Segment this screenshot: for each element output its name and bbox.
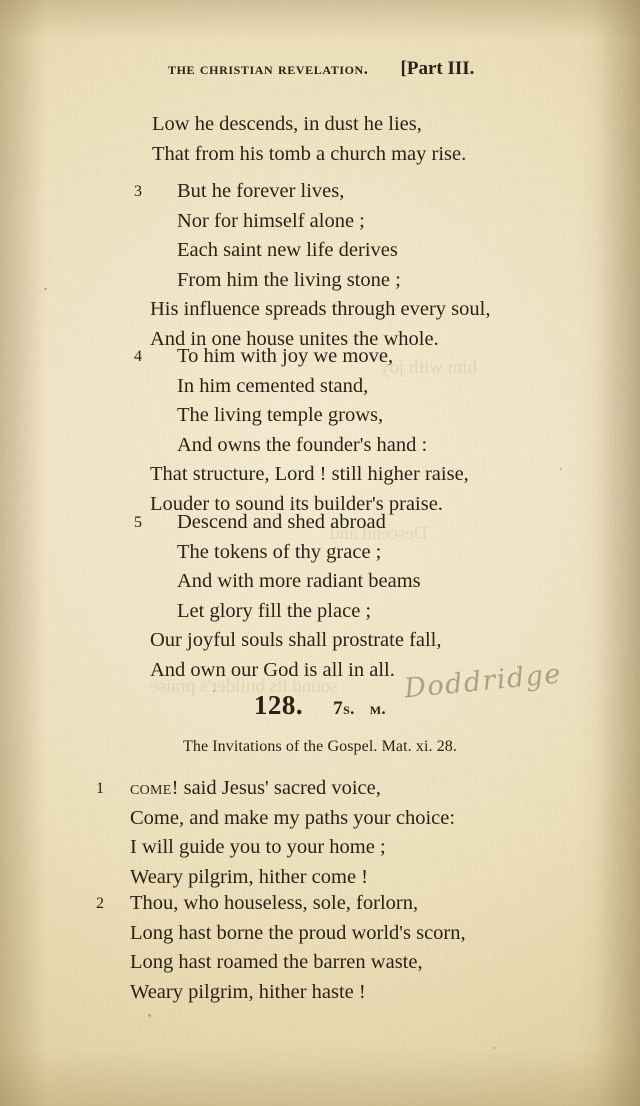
verse-line-text: The tokens of thy grace ; [177, 540, 382, 563]
verse-line [0, 863, 640, 893]
verse-line-text: And with more radiant beams [177, 570, 421, 593]
verse-line-text: In him cemented stand, [177, 374, 369, 397]
verse-line-text: Low he descends, in dust he lies, [152, 113, 422, 135]
verse-line-text: Descend and shed abroad [177, 511, 386, 533]
carryover-stanza [0, 110, 640, 169]
stanza-4 [0, 342, 640, 520]
meter-number: 7 [333, 698, 344, 719]
first-word-smallcaps: come [130, 777, 172, 799]
verse-line-text: And own our God is all in all. [150, 658, 395, 681]
verse-line [0, 342, 640, 372]
meter-mark: m. [369, 699, 387, 718]
verse-line [0, 401, 640, 431]
verse-line-text: And in one house unites the whole. [150, 327, 439, 350]
running-head-title: the christian revelation. [168, 59, 369, 78]
verse-line [0, 460, 640, 490]
verse-line-text: Each saint new life derives [177, 239, 398, 262]
verse-line-text [130, 774, 381, 804]
verse-line [0, 177, 640, 207]
verse-line-text: Come, and make my paths your choice: [130, 806, 456, 829]
stanza-3 [0, 177, 640, 355]
stanza-number: 4 [134, 348, 142, 365]
verse-line-text: Weary pilgrim, hither come ! [130, 865, 369, 888]
verse-line [0, 266, 640, 296]
hymn128-stanza-1 [0, 774, 640, 892]
verse-line-text: To him with joy we move, [177, 345, 394, 367]
verse-line [0, 110, 640, 140]
verse-line [0, 626, 640, 656]
verse-line-text: Weary pilgrim, hither haste ! [130, 980, 366, 1003]
verse-line [0, 597, 640, 627]
verse-line [0, 372, 640, 402]
verse-line-text: Thou, who houseless, sole, forlorn, [130, 892, 419, 914]
verse-line [0, 431, 640, 461]
verse-line [0, 140, 640, 170]
verse-line-text: That structure, Lord ! still higher raise, [150, 463, 469, 486]
verse-line [0, 295, 640, 325]
verse-line-text: Nor for himself alone ; [177, 209, 365, 232]
verse-line-text: The living temple grows, [177, 404, 384, 427]
verse-line [0, 236, 640, 266]
verse-line-text: Long hast roamed the barren waste, [130, 951, 423, 974]
verse-line [0, 774, 640, 804]
verse-line [0, 804, 640, 834]
stanza-number: 2 [96, 895, 104, 912]
hymn-number: 128. [253, 690, 304, 720]
stanza-number: 3 [134, 183, 142, 200]
verse-line [0, 207, 640, 237]
hymn-meter [333, 698, 386, 718]
verse-line [0, 889, 640, 919]
hymn-heading [0, 690, 640, 721]
verse-line [0, 948, 640, 978]
verse-line-text: Let glory fill the place ; [177, 599, 372, 622]
verse-line-text: I will guide you to your home ; [130, 836, 386, 859]
verse-line-text: Long hast borne the proud world's scorn, [130, 921, 466, 944]
verse-line-text: From him the living stone ; [177, 268, 401, 291]
verse-line-text: That from his tomb a church may rise. [152, 142, 467, 165]
stanza-number: 5 [134, 514, 142, 531]
meter-suffix: s. [343, 699, 355, 718]
verse-line [0, 567, 640, 597]
verse-line [0, 833, 640, 863]
running-head-part: [Part III. [400, 58, 475, 79]
running-head [168, 58, 592, 80]
hymn-subtitle: The Invitations of the Gospel. Mat. xi. 28. [182, 738, 458, 755]
verse-line [0, 919, 640, 949]
stanza-number: 1 [96, 780, 104, 797]
verse-line-text: His influence spreads through every soul, [150, 298, 491, 321]
verse-line-text: Louder to sound its builder's praise. [150, 492, 443, 515]
verse-line-text: And owns the founder's hand : [177, 433, 428, 456]
verse-line [0, 538, 640, 568]
stanza-5 [0, 508, 640, 686]
verse-line-text: Our joyful souls shall prostrate fall, [150, 629, 442, 652]
verse-line [0, 508, 640, 538]
verse-line [0, 656, 640, 686]
hymn128-stanza-2 [0, 889, 640, 1007]
verse-line [0, 978, 640, 1008]
verse-line-text: But he forever lives, [177, 180, 345, 202]
handwritten-annotation: Doddridge [402, 658, 564, 705]
first-line-remainder: ! said Jesus' sacred voice, [171, 777, 381, 799]
